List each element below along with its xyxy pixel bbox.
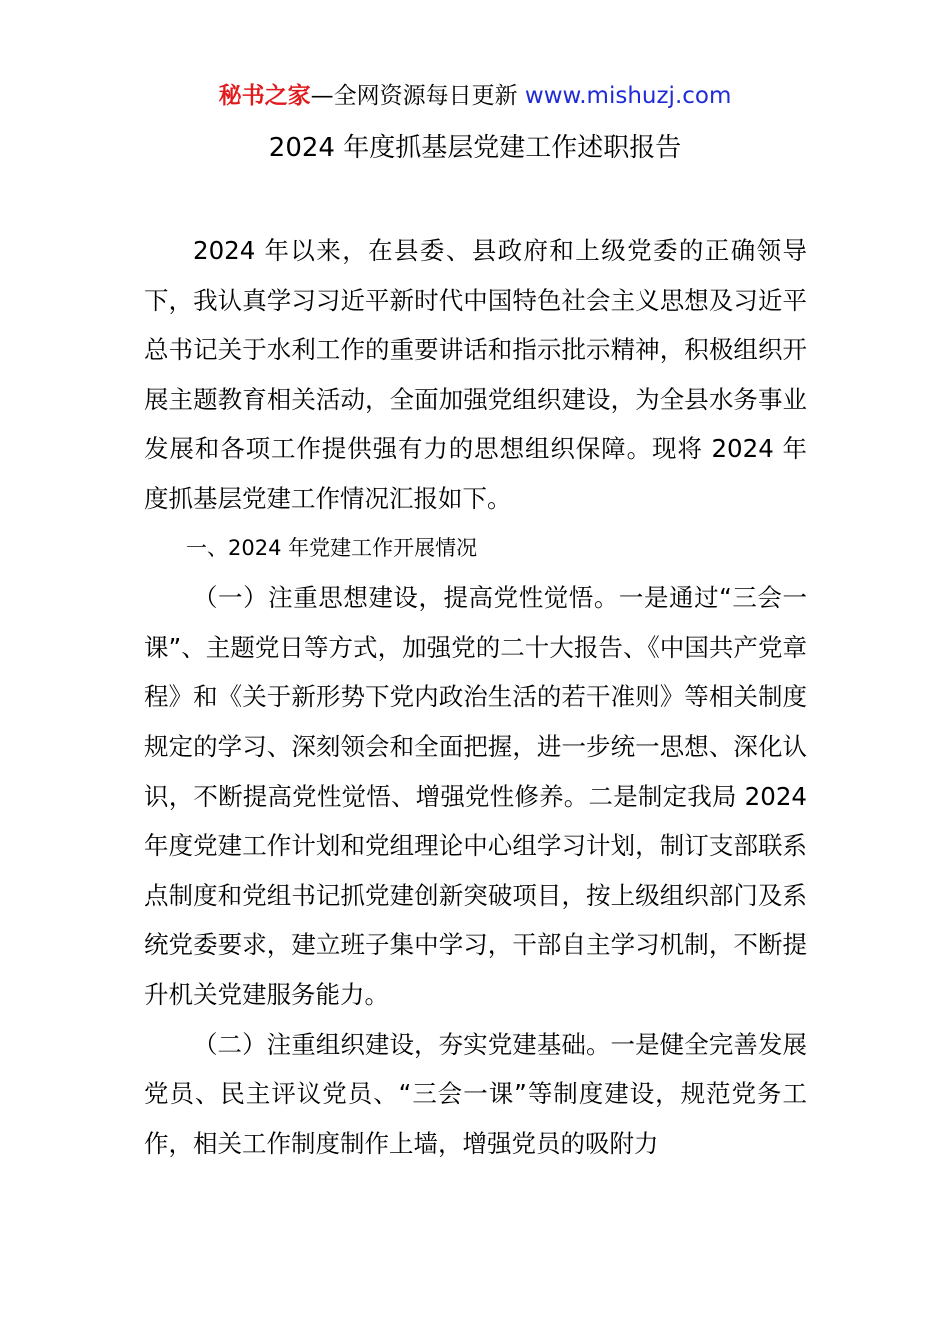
document-title: 2024 年度抓基层党建工作述职报告 (268, 133, 682, 163)
subsection-1-paragraph: （一）注重思想建设，提高党性觉悟。一是通过“三会一课”、主题党日等方式，加强党的二十大报告、《中国共产党章程》和《关于新形势下党内政治生活的若干准则》等相关制度规定的学习、深刻领会和全面把握，进一步统一思想、深化认识，不断提高党性觉悟、增强党性修养。二是制定我局 2024 年度党建工作计划和党组理论中心组学习计划，制订支部联系点制度和党组书记抓党建创新突破项目，按上级组织部门及系统党委要求，建立班子集中学习，干部自主学习机制，不断提升机关党建服务能力。 (144, 583, 807, 1009)
brand-name: 秘书之家 (218, 83, 311, 109)
document-body (144, 226, 807, 1168)
site-banner (0, 80, 950, 112)
section-heading-1: 一、2024 年党建工作开展情况 (186, 535, 478, 560)
site-url-link[interactable]: www.mishuzj.com (524, 83, 732, 109)
intro-paragraph: 2024 年以来，在县委、县政府和上级党委的正确领导下，我认真学习习近平新时代中国特色社会主义思想及习近平总书记关于水利工作的重要讲话和指示批示精神，积极组织开展主题教育相关活动，全面加强党组织建设，为全县水务事业发展和各项工作提供强有力的思想组织保障。现将 2024 年度抓基层党建工作情况汇报如下。 (144, 236, 807, 513)
site-tagline: —全网资源每日更新 (310, 83, 518, 109)
subsection-2-paragraph: （二）注重组织建设，夯实党建基础。一是健全完善发展党员、民主评议党员、“三会一课”等制度建设，规范党务工作，相关工作制度制作上墙，增强党员的吸附力 (144, 1029, 807, 1158)
